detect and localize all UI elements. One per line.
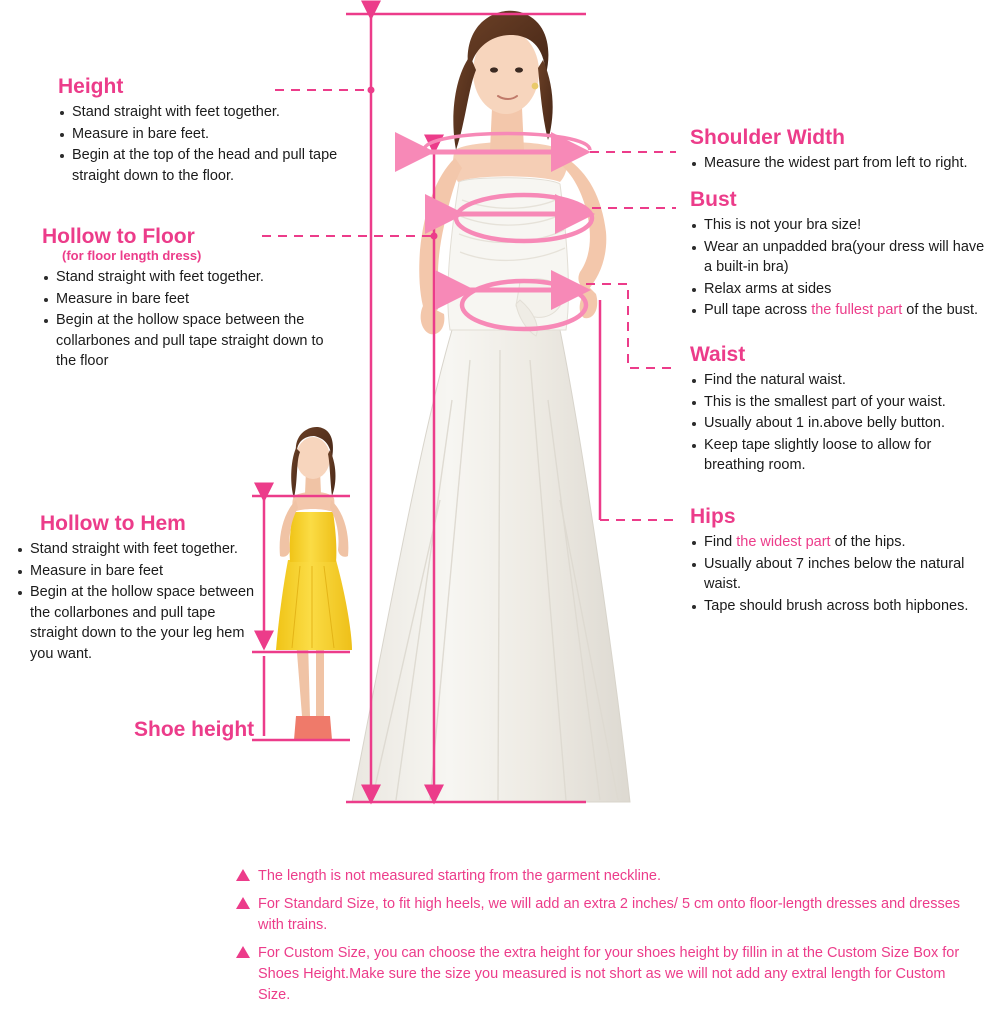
bust-last-highlight: the fullest part [811,302,903,319]
footer-notes [236,866,976,1013]
list-item: Keep tape slightly loose to allow for breathing room. [690,435,995,476]
warning-triangle-icon [236,946,250,958]
list-item: Stand straight with feet together. [16,539,266,560]
hips-first-highlight: the widest part [736,534,831,551]
short-dress-figure [252,427,352,740]
list-item: Begin at the hollow space between the collarbones and pull tape straight down to the your leg hem you want. [16,582,266,664]
shoulder-width-section [690,126,995,175]
hips-section [690,505,995,617]
bust-section [690,188,995,322]
shoulder-width-heading: Shoulder Width [690,126,845,149]
hollow-to-floor-subheading: (for floor length dress) [62,248,202,264]
waist-section [690,343,995,477]
bust-heading: Bust [690,188,737,211]
warning-triangle-icon [236,897,250,909]
shoe-height-heading: Shoe height [134,718,255,741]
list-item [690,532,995,553]
bust-last-post: of the bust. [902,302,979,319]
list-item: Measure in bare feet [16,561,266,582]
list-item: Measure in bare feet. [58,124,358,145]
list-item: Stand straight with feet together. [58,102,358,123]
note-text: The length is not measured starting from the garment neckline. [258,868,661,884]
hollow-to-floor-bullets [42,267,342,372]
note-item [236,894,976,936]
waist-heading: Waist [690,343,746,366]
bust-last-pre: Pull tape across [704,302,812,319]
shoulder-width-bullets [690,153,995,174]
list-item: Measure the widest part from left to right. [690,153,995,174]
hollow-to-floor-section [42,225,342,373]
hollow-to-hem-section [16,512,266,666]
shoe-height-section [134,718,254,741]
hips-heading: Hips [690,505,736,528]
height-bullets [58,102,358,186]
hips-bullets [690,532,995,616]
list-item: Find the natural waist. [690,370,995,391]
note-text: For Custom Size, you can choose the extra height for your shoes height by fillin in at the Custom Size Box for Shoes Height.Make sure the size you measured is not short as we will not add any extral length for Custom Size. [258,945,960,1004]
list-item: Wear an unpadded bra(your dress will have a built-in bra) [690,237,995,278]
height-heading: Height [58,75,124,98]
list-item: Stand straight with feet together. [42,267,342,288]
list-item: Tape should brush across both hipbones. [690,596,995,617]
waist-bullets [690,370,995,476]
list-item: Usually about 7 inches below the natural waist. [690,554,995,595]
note-item [236,866,976,887]
list-item: Begin at the hollow space between the collarbones and pull tape straight down to the floor [42,310,342,372]
hollow-to-hem-bullets [16,539,266,664]
list-item [690,300,995,321]
list-item: Measure in bare feet [42,289,342,310]
hollow-to-hem-heading: Hollow to Hem [40,512,186,535]
bride-figure [352,11,630,802]
list-item: Relax arms at sides [690,279,995,300]
list-item: Usually about 1 in.above belly button. [690,413,995,434]
note-text: For Standard Size, to fit high heels, we will add an extra 2 inches/ 5 cm onto floor-length dresses and dresses with trains. [258,896,961,934]
warning-triangle-icon [236,869,250,881]
list-item: Begin at the top of the head and pull tape straight down to the floor. [58,145,358,186]
note-item [236,943,976,1006]
height-section [58,75,358,187]
list-item: This is the smallest part of your waist. [690,392,995,413]
hips-first-pre: Find [704,534,737,551]
hips-first-post: of the hips. [830,534,906,551]
list-item: This is not your bra size! [690,215,995,236]
hollow-to-floor-heading: Hollow to Floor [42,225,195,248]
bust-bullets [690,215,995,321]
